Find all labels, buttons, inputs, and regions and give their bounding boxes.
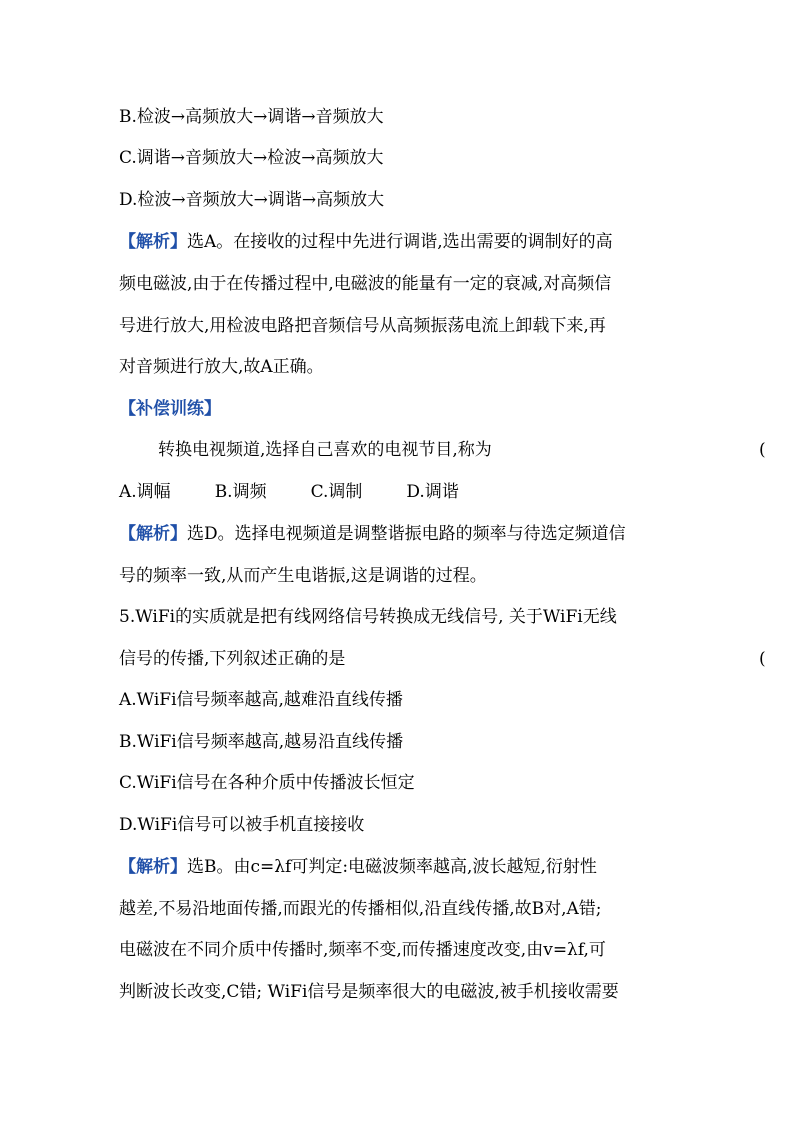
option-a: A.调幅 (119, 482, 171, 502)
practice-question: 转换电视频道,选择自己喜欢的电视节目,称为 (158, 440, 492, 460)
analysis-tag: 【解析】 (119, 232, 187, 252)
analysis-tag: 【解析】 (119, 857, 187, 877)
answer-paren: ( (759, 649, 766, 669)
practice-heading (119, 399, 682, 419)
analysis-3-text: 电磁波在不同介质中传播时,频率不变,而传播速度改变,由v=λf,可 (119, 940, 606, 960)
analysis-text: 选A。在接收的过程中先进行调谐,选出需要的调制好的高 (187, 232, 613, 252)
analysis-3-text: 越差,不易沿地面传播,而跟光的传播相似,沿直线传播,故B对,A错; (119, 899, 602, 919)
analysis-3-text: 判断波长改变,C错; WiFi信号是频率很大的电磁波,被手机接收需要 (119, 982, 619, 1002)
practice-options (119, 482, 682, 502)
analysis-1-line (119, 232, 682, 252)
q5-option-a: A.WiFi信号频率越高,越难沿直线传播 (119, 690, 403, 710)
option-line-d: D.检波→音频放大→调谐→高频放大 (119, 190, 385, 210)
question-5-line-1: 5.WiFi的实质就是把有线网络信号转换成无线信号, 关于WiFi无线 (119, 607, 617, 627)
analysis-text: 选D。选择电视频道是调整谐振电路的频率与待选定频道信 (187, 524, 626, 544)
analysis-1-text: 对音频进行放大,故A正确。 (119, 357, 324, 377)
analysis-1-text: 号进行放大,用检波电路把音频信号从高频振荡电流上卸载下来,再 (119, 316, 606, 336)
analysis-2-text: 号的频率一致,从而产生电谐振,这是调谐的过程。 (119, 566, 487, 586)
analysis-text: 选B。由c=λf可判定:电磁波频率越高,波长越短,衍射性 (187, 857, 597, 877)
analysis-1-text: 频电磁波,由于在传播过程中,电磁波的能量有一定的衰减,对高频信 (119, 274, 612, 294)
q5-option-d: D.WiFi信号可以被手机直接接收 (119, 815, 365, 835)
option-d: D.调谐 (406, 482, 459, 502)
option-line-c: C.调谐→音频放大→检波→高频放大 (119, 148, 384, 168)
question-5-line-2: 信号的传播,下列叙述正确的是 (119, 649, 346, 669)
q5-option-b: B.WiFi信号频率越高,越易沿直线传播 (119, 732, 404, 752)
answer-paren: ( (759, 440, 766, 460)
option-line-b: B.检波→高频放大→调谐→音频放大 (119, 107, 384, 127)
analysis-2-line (119, 524, 682, 544)
option-c: C.调制 (310, 482, 363, 502)
q5-option-c: C.WiFi信号在各种介质中传播波长恒定 (119, 773, 415, 793)
analysis-tag: 【解析】 (119, 524, 187, 544)
practice-tag: 【补偿训练】 (119, 399, 221, 419)
option-b: B.调频 (214, 482, 267, 502)
analysis-3-line (119, 857, 682, 877)
